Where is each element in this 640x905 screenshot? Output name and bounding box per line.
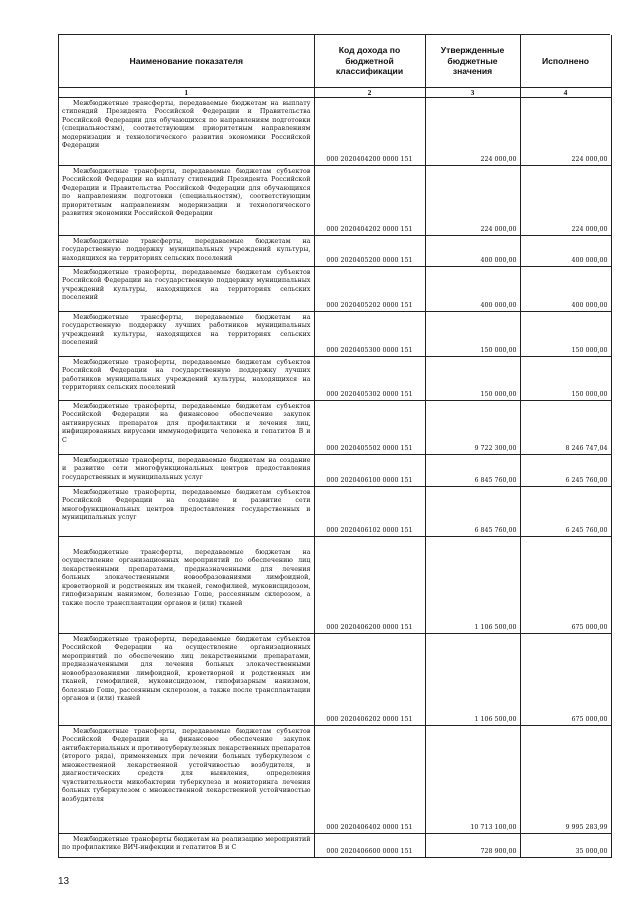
table-row (59, 236, 611, 267)
row-code: 000 2020406102 0000 151 (314, 487, 425, 537)
row-name: Межбюджетные трансферты, передаваемые бюджетам на государственную поддержку муниципальных учреждений культуры, находящихся на территориях сельских поселений (59, 236, 314, 267)
row-name: Межбюджетные трансферты, передаваемые бюджетам на осуществление организационных мероприятий по обеспечению лиц лекарственными препаратами, предназначенными для лечения больных злокачественными новообразованиями лимфоидной, кроветворной и родственных им тканей, гемофилией, муковисцидозом, гипофизарным нанизмом, болезнью Гоше, рассеянным склерозом, а также после трансплантации органов и (или) тканей (59, 537, 314, 634)
header-approved: Утвержденные бюджетные значения (425, 35, 520, 88)
row-approved: 6 845 760,00 (425, 487, 520, 537)
row-executed: 400 000,00 (520, 236, 611, 267)
row-executed: 675 000,00 (520, 634, 611, 726)
row-code: 000 2020405300 0000 151 (314, 312, 425, 357)
row-executed: 150 000,00 (520, 357, 611, 401)
row-name: Межбюджетные трансферты, передаваемые бюджетам субъектов Российской Федерации на государственную поддержку лучших работников муниципальных учреждений культуры, находящихся на территориях сельских поселений (59, 357, 314, 401)
row-executed: 675 000,00 (520, 537, 611, 634)
table-row (59, 726, 611, 834)
table-row (59, 312, 611, 357)
row-name: Межбюджетные трансферты, передаваемые бюджетам субъектов Российской Федерации на выплату стипендий Президента Российской Федерации и Правительства Российской Федерации для обучающихся по направлениям подготовки (специальностям), соответствующим приоритетным направлениям модернизации и технологического развития экономики Российской Федерации (59, 166, 314, 236)
row-name: Межбюджетные трансферты, передаваемые бюджетам субъектов Российской Федерации на создание и развитие сети многофункциональных центров предоставления государственных и муниципальных услуг (59, 487, 314, 537)
row-executed: 6 245 760,00 (520, 455, 611, 487)
row-name: Межбюджетные трансферты, передаваемые бюджетам субъектов Российской Федерации на осуществление организационных мероприятий по обеспечению лиц лекарственными препаратами, предназначенными для лечения больных злокачественными новообразованиями лимфоидной, кроветворной и родственных им тканей, гемофилией, муковисцидозом, гипофизарным нанизмом, болезнью Гоше, рассеянным склерозом, а также после трансплантации органов и (или) тканей (59, 634, 314, 726)
row-code: 000 2020404200 0000 151 (314, 98, 425, 166)
row-code: 000 2020404202 0000 151 (314, 166, 425, 236)
row-approved: 10 713 100,00 (425, 726, 520, 834)
budget-table-container (58, 34, 610, 858)
row-executed: 8 246 747,04 (520, 401, 611, 455)
row-name: Межбюджетные трансферты, передаваемые бюджетам субъектов Российской Федерации на финансовое обеспечение закупок антивирусных препаратов для профилактики и лечения лиц, инфицированных вирусами иммунодефицита человека и гепатитов B и C (59, 401, 314, 455)
table-row (59, 267, 611, 312)
table-row (59, 537, 611, 634)
row-name: Межбюджетные трансферты, передаваемые бюджетам на выплату стипендий Президента Российской Федерации и Правительства Российской Федерации для обучающихся по направлениям подготовки (специальностям), соответствующим приоритетным направлениям модернизации и технологического развития экономики Российской Федерации (59, 98, 314, 166)
row-name: Межбюджетные трансферты, передаваемые бюджетам субъектов Российской Федерации на финансовое обеспечение закупок антибактериальных и противотуберкулезных лекарственных препаратов (второго ряда), применяемых при лечении больных туберкулезом с множественной лекарственной устойчивостью возбудителя, и диагностических средств для выявления, определения чувствительности микобактерии туберкулеза и мониторинга лечения больных туберкулезом с множественной лекарственной устойчивостью возбудителя (59, 726, 314, 834)
row-approved: 6 845 760,00 (425, 455, 520, 487)
table-row (59, 634, 611, 726)
table-row (59, 455, 611, 487)
row-code: 000 2020405502 0000 151 (314, 401, 425, 455)
row-name: Межбюджетные трансферты бюджетам на реализацию мероприятий по профилактике ВИЧ-инфекции и гепатитов B и C (59, 834, 314, 858)
row-approved: 400 000,00 (425, 267, 520, 312)
row-approved: 224 000,00 (425, 98, 520, 166)
header-name: Наименование показателя (59, 35, 314, 88)
column-number: 4 (520, 88, 611, 98)
row-approved: 9 722 300,00 (425, 401, 520, 455)
column-number-row (59, 88, 611, 98)
table-row (59, 487, 611, 537)
row-approved: 1 106 500,00 (425, 634, 520, 726)
row-name: Межбюджетные трансферты, передаваемые бюджетам на государственную поддержку лучших работников муниципальных учреждений культуры, находящихся на территориях сельских поселений (59, 312, 314, 357)
row-approved: 1 106 500,00 (425, 537, 520, 634)
row-code: 000 2020406600 0000 151 (314, 834, 425, 858)
column-number: 1 (59, 88, 314, 98)
row-code: 000 2020405200 0000 151 (314, 236, 425, 267)
row-executed: 224 000,00 (520, 98, 611, 166)
row-executed: 35 000,00 (520, 834, 611, 858)
table-row (59, 166, 611, 236)
row-executed: 6 245 760,00 (520, 487, 611, 537)
table-row (59, 834, 611, 858)
row-code: 000 2020406202 0000 151 (314, 634, 425, 726)
column-number: 3 (425, 88, 520, 98)
row-code: 000 2020406100 0000 151 (314, 455, 425, 487)
page-number: 13 (58, 876, 70, 887)
row-executed: 224 000,00 (520, 166, 611, 236)
header-code: Код дохода по бюджетной классификации (314, 35, 425, 88)
header-executed: Исполнено (520, 35, 611, 88)
row-executed: 9 995 283,99 (520, 726, 611, 834)
row-approved: 400 000,00 (425, 236, 520, 267)
row-approved: 224 000,00 (425, 166, 520, 236)
table-header-row (59, 35, 611, 88)
row-approved: 150 000,00 (425, 357, 520, 401)
row-code: 000 2020405202 0000 151 (314, 267, 425, 312)
budget-execution-table (59, 35, 612, 858)
row-code: 000 2020405302 0000 151 (314, 357, 425, 401)
row-approved: 728 900,00 (425, 834, 520, 858)
row-executed: 150 000,00 (520, 312, 611, 357)
row-code: 000 2020406200 0000 151 (314, 537, 425, 634)
row-executed: 400 000,00 (520, 267, 611, 312)
table-row (59, 98, 611, 166)
table-row (59, 401, 611, 455)
row-name: Межбюджетные трансферты, передаваемые бюджетам на создание и развитие сети многофункциональных центров предоставления государственных и муниципальных услуг (59, 455, 314, 487)
row-approved: 150 000,00 (425, 312, 520, 357)
table-row (59, 357, 611, 401)
row-name: Межбюджетные трансферты, передаваемые бюджетам субъектов Российской Федерации на государственную поддержку муниципальных учреждений культуры, находящихся на территориях сельских поселений (59, 267, 314, 312)
row-code: 000 2020406402 0000 151 (314, 726, 425, 834)
column-number: 2 (314, 88, 425, 98)
